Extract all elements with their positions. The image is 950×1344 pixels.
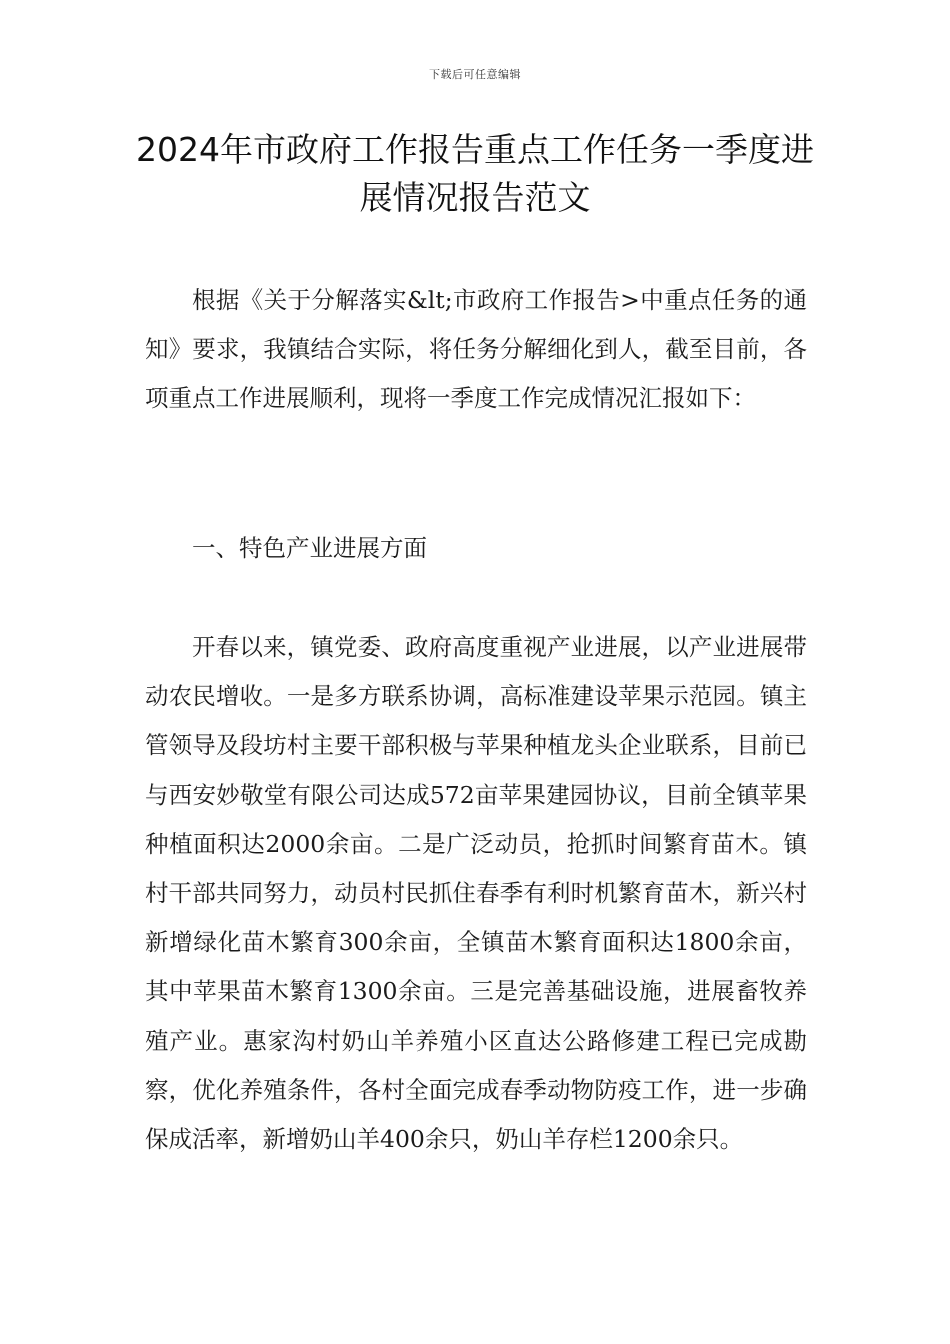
header-note: 下载后可任意编辑 — [429, 68, 521, 81]
section-heading: 一、特色产业进展方面 — [192, 534, 427, 562]
section-body-paragraph: 开春以来，镇党委、政府高度重视产业进展，以产业进展带动农民增收。一是多方联系协调，高标准建设苹果示范园。镇主管领导及段坊村主要干部积极与苹果种植龙头企业联系，目前已与西安妙敬堂有限公司达成572亩苹果建园协议，目前全镇苹果种植面积达2000余亩。二是广泛动员，抢抓时间繁育苗木。镇村干部共同努力，动员村民抓住春季有利时机繁育苗木，新兴村新增绿化苗木繁育300余亩，全镇苗木繁育面积达1800余亩，其中苹果苗木繁育1300余亩。三是完善基础设施，进展畜牧养殖产业。惠家沟村奶山羊养殖小区直达公路修建工程已完成勘察，优化养殖条件，各村全面完成春季动物防疫工作，进一步确保成活率，新增奶山羊400余只，奶山羊存栏1200余只。 — [145, 633, 807, 1154]
intro-paragraph: 根据《关于分解落实&lt;市政府工作报告>中重点任务的通知》要求，我镇结合实际，将任务分解细化到人，截至目前，各项重点工作进展顺利，现将一季度工作完成情况汇报如下： — [145, 286, 807, 413]
document-title: 2024年市政府工作报告重点工作任务一季度进展情况报告范文 — [136, 130, 814, 217]
